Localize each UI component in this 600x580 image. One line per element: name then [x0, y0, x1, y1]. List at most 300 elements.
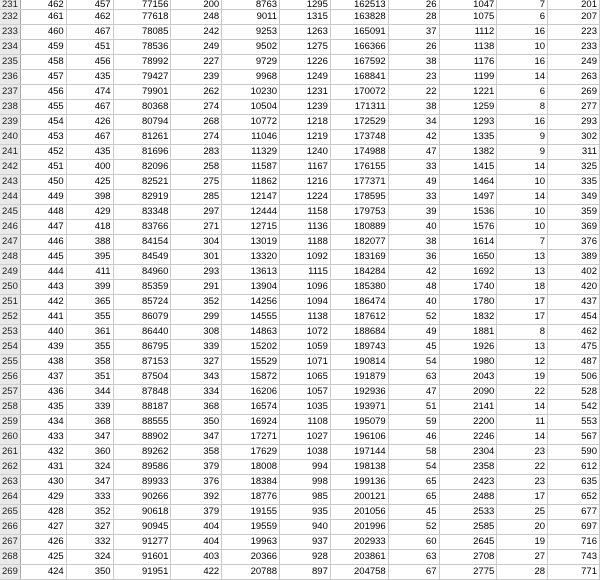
cell[interactable]: 542 — [548, 400, 600, 415]
cell[interactable]: 612 — [548, 460, 600, 475]
cell[interactable]: 79427 — [113, 70, 171, 85]
cell[interactable]: 1094 — [280, 295, 331, 310]
cell[interactable]: 52 — [388, 520, 439, 535]
cell[interactable]: 23 — [388, 70, 439, 85]
cell[interactable]: 18 — [497, 280, 548, 295]
cell[interactable]: 84960 — [113, 265, 171, 280]
cell[interactable]: 83348 — [113, 205, 171, 220]
row-header[interactable]: 260 — [0, 430, 20, 445]
cell[interactable]: 14863 — [222, 325, 280, 340]
cell[interactable]: 2708 — [439, 550, 497, 565]
cell[interactable]: 88187 — [113, 400, 171, 415]
cell[interactable]: 198138 — [330, 460, 388, 475]
cell[interactable]: 78085 — [113, 25, 171, 40]
cell[interactable]: 65 — [388, 475, 439, 490]
row-header[interactable]: 252 — [0, 310, 20, 325]
cell[interactable]: 935 — [280, 505, 331, 520]
cell[interactable]: 45 — [388, 505, 439, 520]
cell[interactable]: 180889 — [330, 220, 388, 235]
cell[interactable]: 418 — [66, 220, 113, 235]
cell[interactable]: 82919 — [113, 190, 171, 205]
cell[interactable]: 369 — [548, 220, 600, 235]
cell[interactable]: 10504 — [222, 100, 280, 115]
cell[interactable]: 404 — [171, 520, 222, 535]
cell[interactable]: 1382 — [439, 145, 497, 160]
cell[interactable]: 590 — [548, 445, 600, 460]
row-header[interactable]: 246 — [0, 220, 20, 235]
cell[interactable]: 1071 — [280, 355, 331, 370]
cell[interactable]: 47 — [388, 385, 439, 400]
cell[interactable]: 327 — [66, 520, 113, 535]
cell[interactable]: 6 — [497, 10, 548, 25]
cell[interactable]: 1218 — [280, 115, 331, 130]
cell[interactable]: 90618 — [113, 505, 171, 520]
cell[interactable]: 172529 — [330, 115, 388, 130]
cell[interactable]: 233 — [548, 40, 600, 55]
cell[interactable]: 359 — [548, 205, 600, 220]
cell[interactable]: 429 — [20, 490, 66, 505]
cell[interactable]: 304 — [171, 235, 222, 250]
cell[interactable]: 1059 — [280, 340, 331, 355]
cell[interactable]: 185380 — [330, 280, 388, 295]
cell[interactable]: 291 — [171, 280, 222, 295]
cell[interactable]: 16206 — [222, 385, 280, 400]
cell[interactable]: 450 — [20, 175, 66, 190]
cell[interactable]: 422 — [171, 565, 222, 580]
row-header[interactable]: 266 — [0, 520, 20, 535]
row-header[interactable]: 262 — [0, 460, 20, 475]
cell[interactable]: 87848 — [113, 385, 171, 400]
cell[interactable]: 349 — [548, 190, 600, 205]
cell[interactable]: 28 — [497, 565, 548, 580]
cell[interactable]: 86079 — [113, 310, 171, 325]
row-header[interactable]: 254 — [0, 340, 20, 355]
cell[interactable]: 82521 — [113, 175, 171, 190]
cell[interactable]: 1199 — [439, 70, 497, 85]
cell[interactable]: 311 — [548, 145, 600, 160]
cell[interactable]: 262 — [171, 85, 222, 100]
row-header[interactable]: 234 — [0, 40, 20, 55]
cell[interactable]: 1926 — [439, 340, 497, 355]
cell[interactable]: 183169 — [330, 250, 388, 265]
cell[interactable]: 2200 — [439, 415, 497, 430]
cell[interactable]: 89586 — [113, 460, 171, 475]
cell[interactable]: 461 — [20, 10, 66, 25]
cell[interactable]: 2246 — [439, 430, 497, 445]
cell[interactable]: 89262 — [113, 445, 171, 460]
cell[interactable]: 677 — [548, 505, 600, 520]
row-header[interactable]: 253 — [0, 325, 20, 340]
cell[interactable]: 454 — [20, 115, 66, 130]
cell[interactable]: 8 — [497, 325, 548, 340]
cell[interactable]: 2585 — [439, 520, 497, 535]
cell[interactable]: 528 — [548, 385, 600, 400]
cell[interactable]: 78992 — [113, 55, 171, 70]
cell[interactable]: 54 — [388, 460, 439, 475]
cell[interactable]: 458 — [20, 55, 66, 70]
cell[interactable]: 1138 — [280, 310, 331, 325]
cell[interactable]: 1224 — [280, 190, 331, 205]
row-header[interactable]: 244 — [0, 190, 20, 205]
cell[interactable]: 1315 — [280, 10, 331, 25]
cell[interactable]: 1335 — [439, 130, 497, 145]
cell[interactable]: 59 — [388, 415, 439, 430]
cell[interactable]: 343 — [171, 370, 222, 385]
cell[interactable]: 403 — [171, 550, 222, 565]
cell[interactable]: 227 — [171, 55, 222, 70]
cell[interactable]: 18776 — [222, 490, 280, 505]
cell[interactable]: 1415 — [439, 160, 497, 175]
cell[interactable]: 293 — [548, 115, 600, 130]
cell[interactable]: 166366 — [330, 40, 388, 55]
cell[interactable]: 10 — [497, 220, 548, 235]
cell[interactable]: 15202 — [222, 340, 280, 355]
cell[interactable]: 451 — [20, 160, 66, 175]
row-header[interactable]: 232 — [0, 10, 20, 25]
row-header[interactable]: 258 — [0, 400, 20, 415]
cell[interactable]: 7 — [497, 235, 548, 250]
cell[interactable]: 79901 — [113, 85, 171, 100]
cell[interactable]: 13 — [497, 265, 548, 280]
cell[interactable]: 335 — [548, 175, 600, 190]
cell[interactable]: 88555 — [113, 415, 171, 430]
cell[interactable]: 365 — [66, 295, 113, 310]
cell[interactable]: 355 — [66, 340, 113, 355]
cell[interactable]: 38 — [388, 55, 439, 70]
cell[interactable]: 19559 — [222, 520, 280, 535]
cell[interactable]: 392 — [171, 490, 222, 505]
cell[interactable]: 19155 — [222, 505, 280, 520]
cell[interactable]: 201 — [548, 0, 600, 10]
cell[interactable]: 1188 — [280, 235, 331, 250]
cell[interactable]: 1158 — [280, 205, 331, 220]
cell[interactable]: 437 — [20, 370, 66, 385]
cell[interactable]: 1980 — [439, 355, 497, 370]
cell[interactable]: 90945 — [113, 520, 171, 535]
cell[interactable]: 178595 — [330, 190, 388, 205]
cell[interactable]: 77156 — [113, 0, 171, 10]
row-header[interactable]: 264 — [0, 490, 20, 505]
cell[interactable]: 34 — [388, 115, 439, 130]
cell[interactable]: 9 — [497, 145, 548, 160]
row-header[interactable]: 265 — [0, 505, 20, 520]
cell[interactable]: 26 — [388, 0, 439, 10]
cell[interactable]: 1780 — [439, 295, 497, 310]
cell[interactable]: 1075 — [439, 10, 497, 25]
cell[interactable]: 1263 — [280, 25, 331, 40]
cell[interactable]: 940 — [280, 520, 331, 535]
cell[interactable]: 67 — [388, 565, 439, 580]
cell[interactable]: 18008 — [222, 460, 280, 475]
cell[interactable]: 426 — [66, 115, 113, 130]
cell[interactable]: 13904 — [222, 280, 280, 295]
cell[interactable]: 51 — [388, 400, 439, 415]
cell[interactable]: 1259 — [439, 100, 497, 115]
cell[interactable]: 447 — [20, 220, 66, 235]
cell[interactable]: 302 — [548, 130, 600, 145]
row-header[interactable]: 269 — [0, 565, 20, 580]
cell[interactable]: 197144 — [330, 445, 388, 460]
cell[interactable]: 427 — [20, 520, 66, 535]
cell[interactable]: 242 — [171, 25, 222, 40]
cell[interactable]: 14 — [497, 190, 548, 205]
cell[interactable]: 17 — [497, 490, 548, 505]
cell[interactable]: 9 — [497, 130, 548, 145]
cell[interactable]: 2043 — [439, 370, 497, 385]
cell[interactable]: 10230 — [222, 85, 280, 100]
cell[interactable]: 352 — [66, 505, 113, 520]
cell[interactable]: 1881 — [439, 325, 497, 340]
cell[interactable]: 91277 — [113, 535, 171, 550]
cell[interactable]: 1027 — [280, 430, 331, 445]
cell[interactable]: 42 — [388, 130, 439, 145]
cell[interactable]: 171311 — [330, 100, 388, 115]
cell[interactable]: 88902 — [113, 430, 171, 445]
cell[interactable]: 14 — [497, 160, 548, 175]
cell[interactable]: 179753 — [330, 205, 388, 220]
cell[interactable]: 19963 — [222, 535, 280, 550]
cell[interactable]: 11587 — [222, 160, 280, 175]
cell[interactable]: 299 — [171, 310, 222, 325]
cell[interactable]: 165091 — [330, 25, 388, 40]
cell[interactable]: 163828 — [330, 10, 388, 25]
cell[interactable]: 54 — [388, 355, 439, 370]
cell[interactable]: 49 — [388, 325, 439, 340]
cell[interactable]: 347 — [66, 475, 113, 490]
cell[interactable]: 10 — [497, 40, 548, 55]
cell[interactable]: 22 — [497, 385, 548, 400]
cell[interactable]: 269 — [548, 85, 600, 100]
cell[interactable]: 1239 — [280, 100, 331, 115]
cell[interactable]: 25 — [497, 505, 548, 520]
cell[interactable]: 445 — [20, 250, 66, 265]
cell[interactable]: 360 — [66, 445, 113, 460]
cell[interactable]: 506 — [548, 370, 600, 385]
cell[interactable]: 652 — [548, 490, 600, 505]
cell[interactable]: 1221 — [439, 85, 497, 100]
cell[interactable]: 27 — [497, 550, 548, 565]
cell[interactable]: 456 — [20, 85, 66, 100]
cell[interactable]: 985 — [280, 490, 331, 505]
cell[interactable]: 358 — [66, 355, 113, 370]
cell[interactable]: 9968 — [222, 70, 280, 85]
cell[interactable]: 186474 — [330, 295, 388, 310]
row-header[interactable]: 233 — [0, 25, 20, 40]
cell[interactable]: 20788 — [222, 565, 280, 580]
row-header[interactable]: 240 — [0, 130, 20, 145]
cell[interactable]: 17629 — [222, 445, 280, 460]
row-header[interactable]: 248 — [0, 250, 20, 265]
cell[interactable]: 14 — [497, 400, 548, 415]
cell[interactable]: 462 — [20, 0, 66, 10]
cell[interactable]: 1464 — [439, 175, 497, 190]
cell[interactable]: 389 — [548, 250, 600, 265]
cell[interactable]: 395 — [66, 250, 113, 265]
cell[interactable]: 1138 — [439, 40, 497, 55]
cell[interactable]: 2488 — [439, 490, 497, 505]
cell[interactable]: 40 — [388, 220, 439, 235]
cell[interactable]: 438 — [20, 355, 66, 370]
cell[interactable]: 400 — [66, 160, 113, 175]
cell[interactable]: 10 — [497, 175, 548, 190]
cell[interactable]: 435 — [66, 70, 113, 85]
cell[interactable]: 1614 — [439, 235, 497, 250]
cell[interactable]: 46 — [388, 430, 439, 445]
cell[interactable]: 339 — [66, 400, 113, 415]
cell[interactable]: 1035 — [280, 400, 331, 415]
cell[interactable]: 308 — [171, 325, 222, 340]
cell[interactable]: 223 — [548, 25, 600, 40]
cell[interactable]: 11862 — [222, 175, 280, 190]
cell[interactable]: 462 — [66, 10, 113, 25]
cell[interactable]: 80794 — [113, 115, 171, 130]
cell[interactable]: 1240 — [280, 145, 331, 160]
cell[interactable]: 12 — [497, 355, 548, 370]
cell[interactable]: 333 — [66, 490, 113, 505]
cell[interactable]: 275 — [171, 175, 222, 190]
row-header[interactable]: 243 — [0, 175, 20, 190]
cell[interactable]: 1115 — [280, 265, 331, 280]
cell[interactable]: 48 — [388, 280, 439, 295]
cell[interactable]: 443 — [20, 280, 66, 295]
cell[interactable]: 1112 — [439, 25, 497, 40]
cell[interactable]: 8763 — [222, 0, 280, 10]
cell[interactable]: 327 — [171, 355, 222, 370]
cell[interactable]: 199136 — [330, 475, 388, 490]
cell[interactable]: 475 — [548, 340, 600, 355]
cell[interactable]: 358 — [171, 445, 222, 460]
cell[interactable]: 14 — [497, 70, 548, 85]
cell[interactable]: 1692 — [439, 265, 497, 280]
cell[interactable]: 13 — [497, 340, 548, 355]
cell[interactable]: 697 — [548, 520, 600, 535]
cell[interactable]: 1295 — [280, 0, 331, 10]
cell[interactable]: 350 — [171, 415, 222, 430]
cell[interactable]: 170072 — [330, 85, 388, 100]
cell[interactable]: 402 — [548, 265, 600, 280]
cell[interactable]: 39 — [388, 205, 439, 220]
row-header[interactable]: 249 — [0, 265, 20, 280]
cell[interactable]: 467 — [66, 130, 113, 145]
cell[interactable]: 1226 — [280, 55, 331, 70]
cell[interactable]: 18384 — [222, 475, 280, 490]
cell[interactable]: 388 — [66, 235, 113, 250]
cell[interactable]: 204758 — [330, 565, 388, 580]
row-header[interactable]: 267 — [0, 535, 20, 550]
cell[interactable]: 33 — [388, 160, 439, 175]
cell[interactable]: 2423 — [439, 475, 497, 490]
cell[interactable]: 16 — [497, 115, 548, 130]
cell[interactable]: 52 — [388, 310, 439, 325]
cell[interactable]: 457 — [20, 70, 66, 85]
cell[interactable]: 7 — [497, 0, 548, 10]
cell[interactable]: 12147 — [222, 190, 280, 205]
cell[interactable]: 283 — [171, 145, 222, 160]
cell[interactable]: 351 — [66, 370, 113, 385]
cell[interactable]: 184284 — [330, 265, 388, 280]
row-header[interactable]: 261 — [0, 445, 20, 460]
cell[interactable]: 324 — [66, 460, 113, 475]
cell[interactable]: 11046 — [222, 130, 280, 145]
cell[interactable]: 334 — [171, 385, 222, 400]
cell[interactable]: 440 — [20, 325, 66, 340]
cell[interactable]: 1176 — [439, 55, 497, 70]
cell[interactable]: 1057 — [280, 385, 331, 400]
cell[interactable]: 1536 — [439, 205, 497, 220]
row-header[interactable]: 245 — [0, 205, 20, 220]
cell[interactable]: 2775 — [439, 565, 497, 580]
cell[interactable]: 451 — [66, 40, 113, 55]
cell[interactable]: 82096 — [113, 160, 171, 175]
cell[interactable]: 553 — [548, 415, 600, 430]
cell[interactable]: 12444 — [222, 205, 280, 220]
cell[interactable]: 743 — [548, 550, 600, 565]
row-header[interactable]: 236 — [0, 70, 20, 85]
cell[interactable]: 1249 — [280, 70, 331, 85]
cell[interactable]: 425 — [66, 175, 113, 190]
cell[interactable]: 379 — [171, 460, 222, 475]
row-header[interactable]: 257 — [0, 385, 20, 400]
row-header[interactable]: 250 — [0, 280, 20, 295]
cell[interactable]: 16 — [497, 25, 548, 40]
cell[interactable]: 332 — [66, 535, 113, 550]
cell[interactable]: 430 — [20, 475, 66, 490]
cell[interactable]: 9502 — [222, 40, 280, 55]
cell[interactable]: 23 — [497, 475, 548, 490]
cell[interactable]: 84154 — [113, 235, 171, 250]
cell[interactable]: 361 — [66, 325, 113, 340]
cell[interactable]: 249 — [171, 40, 222, 55]
cell[interactable]: 355 — [66, 310, 113, 325]
cell[interactable]: 1832 — [439, 310, 497, 325]
cell[interactable]: 457 — [66, 0, 113, 10]
cell[interactable]: 432 — [20, 445, 66, 460]
row-header[interactable]: 255 — [0, 355, 20, 370]
cell[interactable]: 33 — [388, 190, 439, 205]
cell[interactable]: 376 — [548, 235, 600, 250]
cell[interactable]: 162513 — [330, 0, 388, 10]
cell[interactable]: 1092 — [280, 250, 331, 265]
cell[interactable]: 567 — [548, 430, 600, 445]
cell[interactable]: 928 — [280, 550, 331, 565]
cell[interactable]: 202933 — [330, 535, 388, 550]
cell[interactable]: 433 — [20, 430, 66, 445]
cell[interactable]: 771 — [548, 565, 600, 580]
cell[interactable]: 177371 — [330, 175, 388, 190]
cell[interactable]: 77618 — [113, 10, 171, 25]
row-header[interactable]: 251 — [0, 295, 20, 310]
cell[interactable]: 460 — [20, 25, 66, 40]
cell[interactable]: 324 — [66, 550, 113, 565]
cell[interactable]: 189743 — [330, 340, 388, 355]
cell[interactable]: 1216 — [280, 175, 331, 190]
cell[interactable]: 200121 — [330, 490, 388, 505]
cell[interactable]: 1497 — [439, 190, 497, 205]
row-header[interactable]: 268 — [0, 550, 20, 565]
row-header[interactable]: 247 — [0, 235, 20, 250]
cell[interactable]: 90266 — [113, 490, 171, 505]
cell[interactable]: 285 — [171, 190, 222, 205]
cell[interactable]: 274 — [171, 130, 222, 145]
cell[interactable]: 998 — [280, 475, 331, 490]
cell[interactable]: 2141 — [439, 400, 497, 415]
cell[interactable]: 20366 — [222, 550, 280, 565]
cell[interactable]: 398 — [66, 190, 113, 205]
row-header[interactable]: 239 — [0, 115, 20, 130]
cell[interactable]: 1231 — [280, 85, 331, 100]
cell[interactable]: 173748 — [330, 130, 388, 145]
cell[interactable]: 1293 — [439, 115, 497, 130]
